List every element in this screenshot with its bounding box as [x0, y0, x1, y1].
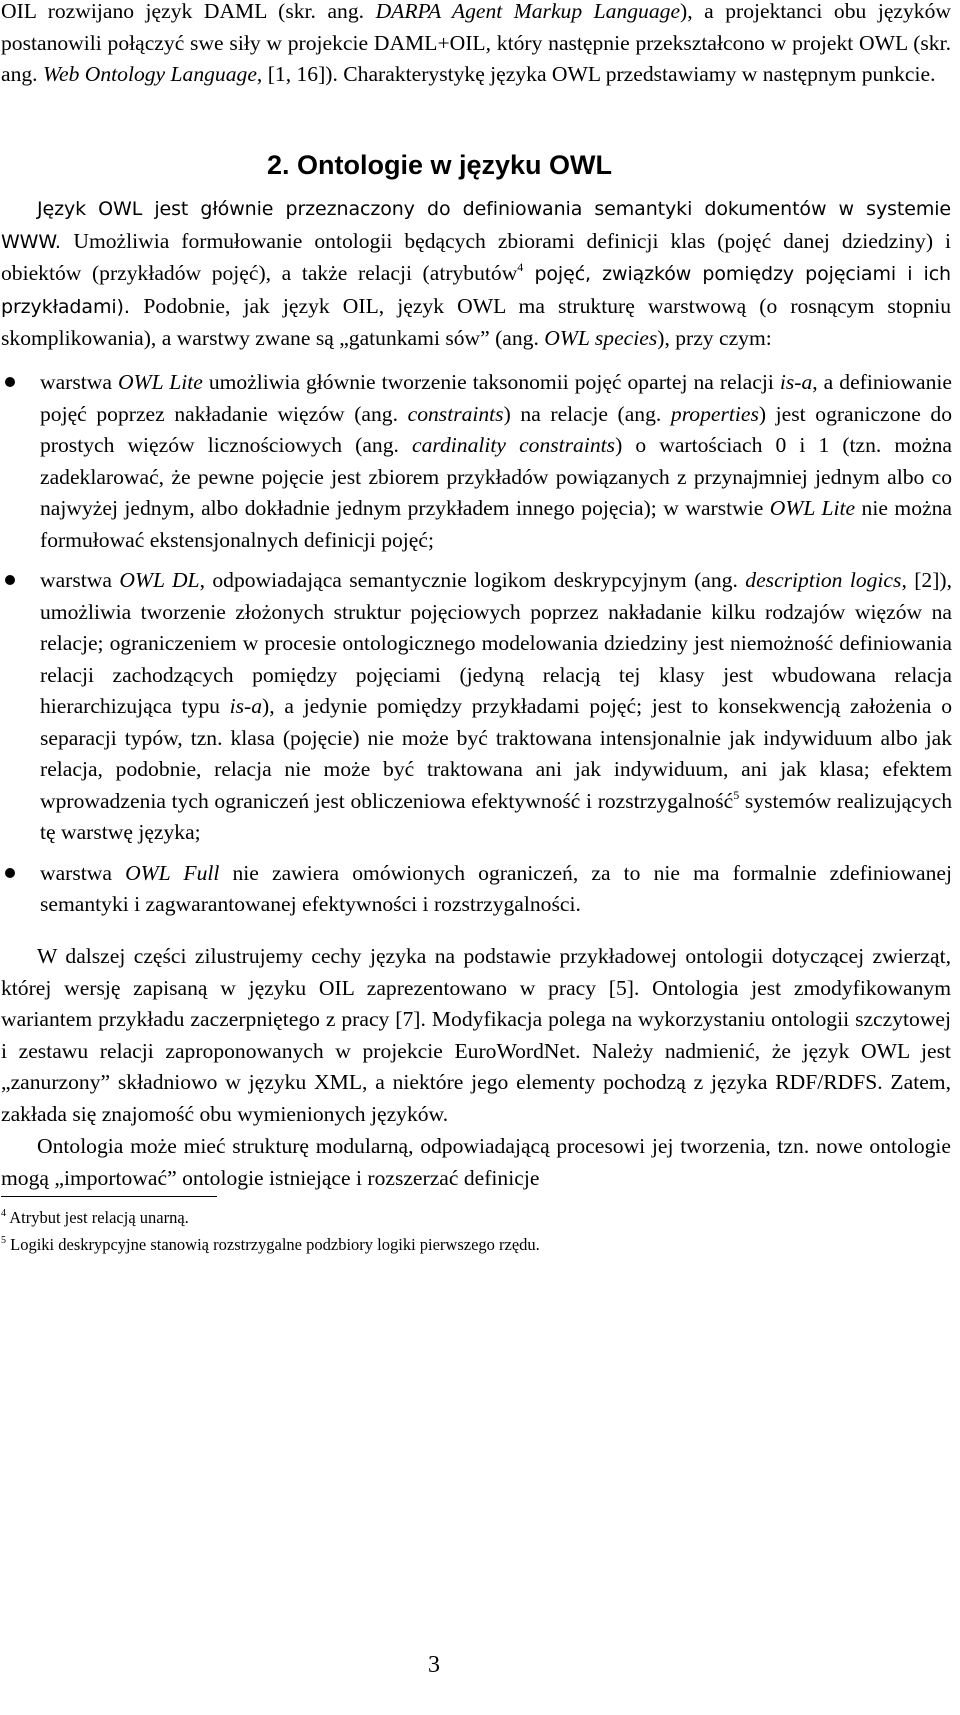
footnote-5: $^5$ Logiki deskrypcyjne stanowią rozstrzygalne podzbiory logiki pierwszego rzędu.: [1, 1235, 540, 1254]
bullet-icon: [5, 575, 15, 585]
paragraph-text: Podobnie, jak język OIL, język OWL ma strukturę warstwową (o rosnącym stopniu skomplikowania), a warstwy zwane są „gatunkami sów” (ang.: [1, 293, 951, 350]
list-item-owl-dl: warstwa OWL DL, odpowiadająca semantycznie logikom deskrypcyjnym (ang. description logics, [2]), umożliwia tworzenie złożonych struktur pojęciowych poprzez nakładanie kilku rodzajów więzów na relacje; ograniczeniem w procesie ontologicznego modelowania dziedziny jest niemożność definiowania relacji zachodzących pomiędzy pojęciami (jedyną relacją tej klasy jest wbudowana relacja hierarchizująca typu is-a), a jedynie pomiędzy przykładami pojęć; jest to konsekwencją założenia o separacji typów, tzn. klasa (pojęcie) nie może być traktowana intensjonalnie jak indywiduum albo jak relacja, podobnie, relacja nie może być traktowana ani jak indywiduum, ani jak klasa; efektem wprowadzenia tych ograniczeń jest obliczeniowa efektywność i rozstrzygalność$^5$ systemów realizujących tę warstwę języka;: [0, 565, 952, 849]
intro-text: ), a projektanci obu języków postanowili połączyć swe siły w projekcie DAML+OIL, który następnie przekształcono w projekt OWL (skr. ang.: [1, 0, 951, 86]
page-number: 3: [428, 1652, 440, 1678]
bullet-icon: [5, 868, 15, 878]
owl-description-paragraph: [1, 193, 951, 355]
intro-text: , [1, 16]). Charakterystykę języka OWL przedstawiamy w następnym punkcie.: [256, 62, 936, 86]
paragraph-text: pojęć, związków pomiędzy pojęciami i ich przykładami).: [1, 263, 951, 318]
intro-term: DARPA Agent Markup Language: [375, 0, 681, 23]
paragraph-text: Język OWL jest głównie przeznaczony do definiowania semantyki dokumentów w systemie WWW.: [1, 198, 951, 253]
list-item-owl-full: warstwa OWL Full nie zawiera omówionych ograniczeń, za to nie ma formalnie zdefiniowanej semantyki i zagwarantowanej efektywności i rozstrzygalności.: [0, 858, 952, 921]
footnote-marker: 4: [517, 260, 524, 274]
paragraph-text: Umożliwia formułowanie ontologii będących zbiorami definicji klas (pojęć danej dziedziny) i obiektów (przykładów pojęć), a także relacji (atrybutów: [1, 228, 951, 285]
owl-species-list: [0, 367, 952, 930]
section-heading: 2. Ontologie w języku OWL: [267, 150, 613, 180]
intro-term: Web Ontology Language: [42, 62, 257, 86]
example-ontology-paragraph: W dalszej części zilustrujemy cechy języka na podstawie przykładowej ontologii dotyczącej zwierząt, której wersję zapisaną w języku OIL zaprezentowano w pracy [5]. Ontologia jest zmodyfikowanym wariantem przykładu zaczerpniętego z pracy [7]. Modyfikacja polega na wykorzystaniu ontologii szczytowej i zestawu relacji zaproponowanych w projekcie EuroWordNet. Należy nadmienić, że język OWL jest „zanurzony” składniowo w języku XML, a niektóre jego elementy pochodzą z języka RDF/RDFS. Zatem, zakłada się znajomość obu wymienionych języków.: [1, 944, 951, 1126]
modular-structure-paragraph: Ontologia może mieć strukturę modularną, odpowiadającą procesowi jej tworzenia, tzn. nowe ontologie mogą „importować” ontologie istniejące i rozszerzać definicje: [1, 1134, 951, 1190]
bullet-icon: [5, 377, 15, 387]
paragraph-text: ), przy czym:: [657, 326, 772, 350]
intro-text: OIL rozwijano język DAML (skr. ang.: [1, 0, 376, 23]
footnote-4: $^4$ Atrybut jest relacją unarną.: [1, 1208, 189, 1227]
footnote-separator: [1, 1196, 217, 1197]
paragraph-term: OWL species: [544, 326, 658, 350]
footnote-marker: 5: [733, 787, 740, 802]
intro-paragraph: [1, 0, 951, 91]
list-item-owl-lite: warstwa OWL Lite umożliwia głównie tworzenie taksonomii pojęć opartej na relacji is-a, a definiowanie pojęć poprzez nakładanie więzów (ang. constraints) na relacje (ang. properties) jest ograniczone do prostych więzów licznościowych (ang. cardinality constraints) o wartościach 0 i 1 (tzn. można zadeklarować, że pewne pojęcie jest zbiorem przykładów powiązanych z przynajmniej jednym albo co najwyżej jednym, albo dokładnie jednym przykładem innego pojęcia); w warstwie OWL Lite nie można formułować ekstensjonalnych definicji pojęć;: [0, 367, 952, 556]
